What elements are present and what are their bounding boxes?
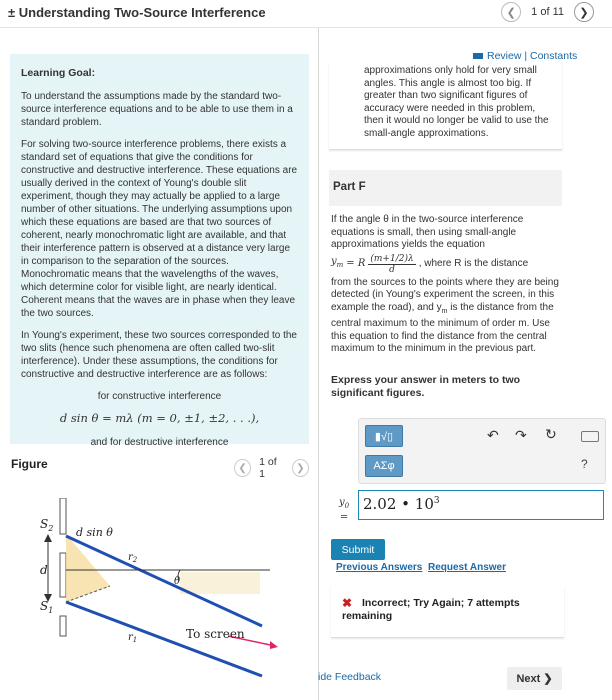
figure-page-indicator: 1 of 1 [259, 456, 277, 480]
question-ym-sub: m [441, 307, 448, 315]
question-intro: If the angle θ in the two-source interference equations is small, then using small-angle approximations yields the equation [331, 214, 524, 250]
label-r1: $r_1$ [128, 632, 138, 644]
math-toolbar [358, 418, 606, 484]
part-f-question [331, 214, 566, 356]
label-s1: $S_1$ [40, 599, 54, 615]
question-rest: from the sources to the points where they are being detected (in Young's experiment the screen, in this example the road), and y [331, 276, 559, 313]
sqrt-template-icon: ▮√▯ [374, 430, 394, 443]
keyboard-icon[interactable] [581, 431, 599, 442]
learning-goal-youngs: In Young's experiment, these two sources corresponded to the two slits (hence such phenomena are often called two-slit interference). Under these assumptions, the conditions for constructive and destructive interference are as follows: [21, 330, 297, 380]
learning-goal-intro: To understand the assumptions made by the standard two-source interference equations and to be able to use them in a standard problem. [21, 91, 293, 128]
part-f-label: Part F [333, 181, 366, 193]
submit-button[interactable]: Submit [331, 539, 385, 560]
eq-tail: , where R is the distance [418, 257, 529, 269]
learning-goal-body: For solving two-source interference problems, there exists a standard set of equations that give the conditions for constructive and destructive interference. These equations are usually derived in the context of Young's double slit experiment, though they may actually be applied to a large number of other situations. The underlying assumptions upon which these equations are based are that two sources of coherent, nearly monochromatic light are available, and that their interference pattern is observed at a distance very large in comparison to the separation of the sources. Monochromatic means that the wavelengths of the waves, which determine color for visible light, are nearly identical. Coherent means that the waves are in phase when they leave the two sources. [21, 139, 298, 319]
feedback-text: Incorrect; Try Again; 7 attempts remaining [342, 597, 520, 622]
undo-icon[interactable]: ↶ [487, 427, 499, 443]
constructive-equation: d sin θ = mλ (m = 0, ±1, ±2, . . .), [59, 411, 260, 425]
item-pager [501, 2, 594, 22]
review-constants-link[interactable] [473, 50, 577, 62]
figure-prev-button[interactable] [234, 459, 251, 477]
chevron-left-icon: ❮ [238, 462, 247, 474]
answer-exponent: 3 [433, 496, 440, 506]
figure-header [10, 456, 309, 478]
review-icon [473, 53, 483, 59]
question-rest2: is the distance from the central maximum to the minimum of order m. Use this equation to find the distance from the central maximum to the minimum in the previous part. [331, 301, 554, 354]
provide-feedback-link[interactable]: ide Feedback [318, 671, 382, 683]
page-title: ± Understanding Two-Source Interference [8, 5, 266, 20]
answer-variable-label: $y_0$ = [339, 497, 350, 523]
slit-barrier-bottom [60, 616, 66, 636]
pane-divider[interactable] [318, 28, 319, 700]
eq-ym: $y_m$ [331, 256, 344, 270]
next-button[interactable]: Next ❯ [507, 667, 562, 690]
separation-arrow-head-top [44, 534, 52, 542]
previous-answers-link[interactable]: Previous Answers [336, 562, 423, 573]
help-icon[interactable]: ? [581, 457, 588, 471]
redo-icon[interactable]: ↷ [515, 427, 527, 443]
path-difference-wedge [66, 534, 110, 602]
equation-line [331, 254, 566, 275]
previous-part-feedback [329, 62, 562, 150]
slit-barrier-top [60, 498, 66, 534]
request-answer-link[interactable]: Request Answer [428, 562, 506, 573]
prev-item-button[interactable] [501, 2, 521, 22]
to-screen-arrowhead [270, 641, 278, 649]
answer-instructions: Express your answer in meters to two significant figures. [331, 374, 521, 399]
templates-button[interactable] [365, 425, 403, 447]
chevron-right-icon: ❯ [579, 6, 589, 19]
constructive-label: for constructive interference [97, 391, 222, 402]
next-item-button[interactable] [574, 2, 594, 22]
part-f-header[interactable] [329, 170, 562, 206]
top-bar [0, 0, 612, 28]
review-constants-label: Review | Constants [487, 50, 578, 62]
label-to-screen: To screen [186, 627, 245, 641]
figure-title: Figure [11, 457, 48, 471]
greek-symbols-label: ΑΣφ [373, 460, 395, 472]
destructive-label: and for destructive interference [90, 437, 229, 448]
reset-icon[interactable]: ↻ [545, 426, 557, 442]
eq-equals-r: = R [346, 257, 366, 269]
figure-pager [234, 456, 309, 480]
label-theta: θ [174, 576, 181, 587]
faded-shading [180, 572, 260, 594]
eq-denominator: d [389, 264, 395, 275]
feedback-box [331, 586, 564, 638]
learning-goal-panel [10, 54, 309, 448]
label-d: d [40, 563, 48, 577]
label-dsin: d sin θ [76, 526, 113, 539]
label-r2: $r_2$ [128, 552, 138, 564]
answer-value: 2.02 • 10 [363, 495, 434, 513]
previous-part-text: approximations only hold for very small angles. This angle is almost too big. If greater than two significant figures of accuracy were needed in this problem, then it would no longer be valid to use the small-angle approximations. [364, 65, 549, 139]
greek-symbols-button[interactable] [365, 455, 403, 477]
incorrect-x-icon: ✖ [342, 596, 353, 610]
learning-goal-heading: Learning Goal: [21, 67, 96, 79]
label-s2: $S_2$ [40, 517, 54, 533]
eq-numerator: (m+1/2)λ [370, 253, 414, 264]
answer-input[interactable] [358, 490, 604, 520]
figure-next-button[interactable] [292, 459, 309, 477]
eq-fraction [368, 254, 415, 275]
double-slit-figure [30, 498, 290, 688]
slit-barrier-middle [60, 553, 66, 597]
chevron-right-icon: ❯ [296, 462, 305, 474]
item-page-indicator: 1 of 11 [531, 6, 564, 18]
chevron-left-icon: ❮ [506, 6, 516, 19]
